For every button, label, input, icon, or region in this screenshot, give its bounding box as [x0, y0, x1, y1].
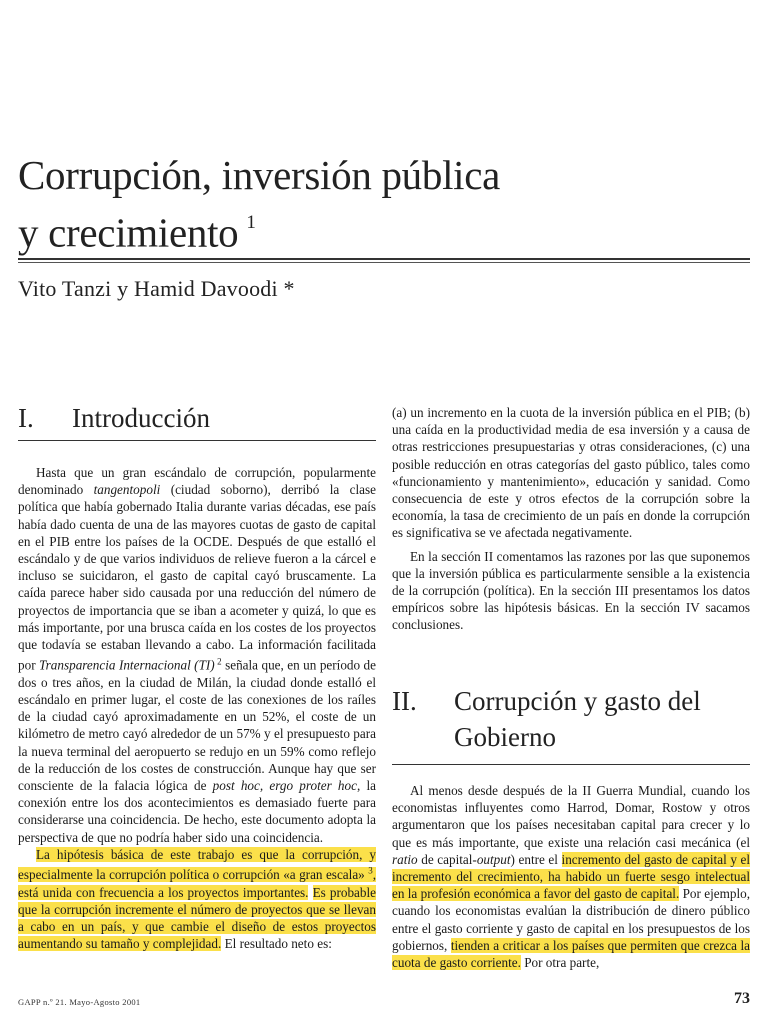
- article-title: [18, 150, 758, 259]
- highlighted-text: tienden a criticar a los países que permiten que crezca la cuota de gasto corriente.: [392, 937, 750, 971]
- highlighted-text: incremento del gasto de capital y el incremento del crecimiento, ha habido un fuerte sesgo intelectual en la profesión económica a favor del gasto de capital.: [392, 851, 751, 902]
- text-run: ratio: [392, 851, 418, 867]
- text-run: output: [476, 851, 511, 867]
- section-1-rule: [18, 440, 376, 441]
- title-line-2: y crecimiento: [18, 209, 239, 256]
- section-2-title-line-2: Gobierno: [454, 722, 556, 752]
- highlighted-text: , está unida con frecuencia a los proyectos importantes.: [18, 867, 376, 900]
- text-run: [308, 885, 312, 900]
- text-run: ) entre el: [510, 851, 562, 867]
- text-run: Por otra parte,: [520, 955, 600, 971]
- text-run: tangentopoli: [93, 482, 161, 498]
- text-run: (ciudad soborno), derribó la clase política que había gobernado Italia durante varias décadas, ese país había dado cuenta de una de las mayores cuotas de gasto de capital en el PIB entre los países de la OCDE. Después de que estalló el escándalo y de que varios individuos de relieve fueron a la cárcel e incluso se suicidaron, el gasto de capital cayó bruscamente. La caída parece haber sido causada por una reducción del número de proyectos de importancia que se iban a acometer y quizá, lo que es más importante, por una brusca caída en los costes de los proyectos que todavía se estaban llevando a cabo. La información facilitada por: [18, 482, 376, 673]
- journal-footer: GAPP n.º 21. Mayo-Agosto 2001: [18, 997, 141, 1007]
- section-1-title: Introducción: [72, 403, 210, 433]
- section-2-title-line-1: Corrupción y gasto del: [454, 686, 701, 716]
- highlighted-text: 3: [368, 867, 373, 882]
- text-run: El resultado neto es:: [221, 936, 332, 952]
- highlighted-text: Es probable que la corrupción incremente el número de proyectos que se llevan a cabo en un país, y que cambie el diseño de estos proyectos aumentando su tamaño y complejidad.: [18, 884, 377, 952]
- right-paragraph-1: [392, 404, 750, 542]
- section-2-heading: [392, 683, 701, 755]
- text-run: 2: [214, 656, 222, 667]
- text-run: Por ejemplo, cuando los economistas evalúan la distribución de dinero público entre el gasto corriente y gasto de capital en los presupuestos de los gobiernos,: [392, 886, 750, 953]
- text-run: Transparencia Internacional (TI): [39, 657, 215, 673]
- authors: Vito Tanzi y Hamid Davoodi *: [18, 276, 295, 301]
- section-2-rule: [392, 764, 750, 765]
- title-footnote: 1: [246, 212, 256, 233]
- title-line-1: Corrupción, inversión pública: [18, 152, 501, 198]
- intro-paragraph-2: [18, 846, 376, 953]
- highlighted-text: La hipótesis básica de este trabajo es que la corrupción, y especialmente la corrupción política o corrupción «a gran escala»: [18, 846, 376, 883]
- right-paragraph-2: [392, 548, 750, 634]
- right-column-bottom: [392, 782, 750, 971]
- right-column-top: [392, 404, 750, 634]
- left-column: [18, 464, 376, 952]
- section-1-heading: [18, 400, 210, 436]
- title-rule-thick: [18, 258, 750, 260]
- text-run: (a) un incremento en la cuota de la inversión pública en el PIB; (b) una caída en la productividad media de esa inversión y a causa de otras restricciones presupuestarias y otras consideraciones, (c) una posible reducción en otras categorías del gasto público, tales como «funcionamiento y mantenimiento», educación y sanidad. Como consecuencia de este y otros efectos de la corrupción sobre la economía, la tasa de crecimiento de un país en donde la corrupción es significativa se ve afectada negativamente.: [392, 405, 750, 541]
- text-run: señala que, en un período de dos o tres años, en la ciudad de Milán, la ciudad donde estalló el escándalo en primer lugar, el coste de las conexiones de los raíles de la ciudad cayó aproximadamente en un 52%, el coste de un kilómetro de metro cayó alrededor de un 57% y el presupuesto para la nueva terminal del aeropuerto se redujo en un 59% como reflejo de la reducción de los costes de construcción. Aunque hay que ser consciente de la falacia lógica de: [18, 657, 377, 794]
- text-run: de capital-: [417, 851, 477, 867]
- text-run: Al menos desde después de la II Guerra Mundial, cuando los economistas influyentes como Harrod, Domar, Rostow y otros argumentaron que los países necesitaban capital para crecer y lo que es más importante, que existe una relación casi mecánica (el: [392, 783, 750, 850]
- intro-paragraph-1: [18, 464, 376, 846]
- text-run: post hoc, ergo proter hoc: [212, 778, 357, 794]
- section-2-paragraph-1: [392, 782, 750, 971]
- title-rule-thin: [18, 262, 750, 263]
- page-number: 73: [734, 990, 750, 1007]
- text-run: Hasta que un gran escándalo de corrupción, popularmente denominado: [18, 465, 376, 498]
- text-run: En la sección II comentamos las razones por las que suponemos que la inversión pública es particularmente sensible a la existencia de la corrupción (política). En la sección III presentamos los datos empíricos sobre las hipótesis básicas. En la sección IV sacamos conclusiones.: [392, 548, 750, 633]
- text-run: , la conexión entre los dos acontecimientos es demasiado fuerte para considerarse una coincidencia. De hecho, este documento adopta la perspectiva de que no podría haber sido una coincidencia.: [18, 778, 377, 845]
- section-1-number: I.: [18, 403, 34, 433]
- section-2-number: II.: [392, 686, 417, 716]
